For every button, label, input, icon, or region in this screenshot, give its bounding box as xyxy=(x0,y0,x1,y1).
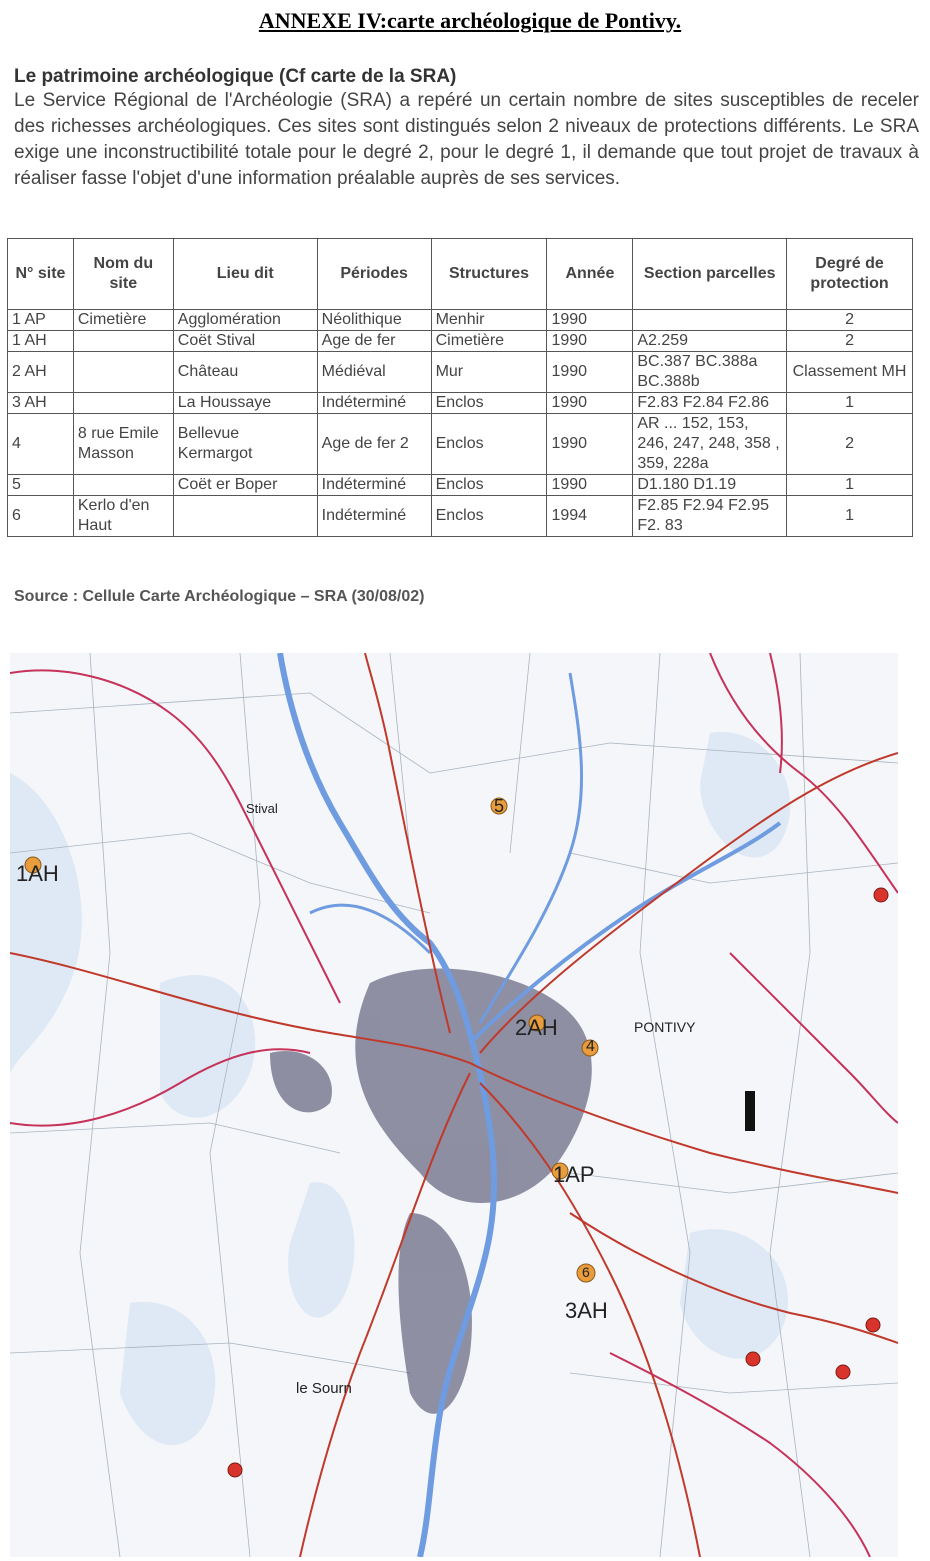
map-label-1ah: 1AH xyxy=(16,861,59,886)
cell-site-name xyxy=(73,475,173,496)
cell-site-name: 8 rue Emile Masson xyxy=(73,414,173,475)
table-row xyxy=(8,310,913,331)
cell-site-number: 3 AH xyxy=(8,393,74,414)
cell-year: 1990 xyxy=(547,352,633,393)
header-structures: Structures xyxy=(431,239,547,310)
cell-parcels: BC.387 BC.388a BC.388b xyxy=(633,352,787,393)
cell-protection: 1 xyxy=(787,475,913,496)
map-place-stival: Stival xyxy=(246,801,278,816)
cell-period: Age de fer 2 xyxy=(317,414,431,475)
header-year: Année xyxy=(547,239,633,310)
cell-site-number: 1 AH xyxy=(8,331,74,352)
cell-parcels xyxy=(633,310,787,331)
cell-parcels: AR ... 152, 153, 246, 247, 248, 358 , 359, 228a xyxy=(633,414,787,475)
cell-period: Néolithique xyxy=(317,310,431,331)
map-place-pontivy: PONTIVY xyxy=(634,1019,696,1035)
table-row xyxy=(8,496,913,537)
header-parcels: Section parcelles xyxy=(633,239,787,310)
map-marker-red xyxy=(874,888,888,902)
cell-structure: Enclos xyxy=(431,414,547,475)
cell-year: 1990 xyxy=(547,310,633,331)
cell-period: Indéterminé xyxy=(317,393,431,414)
table-row xyxy=(8,331,913,352)
map-label-1ap: 1AP xyxy=(553,1162,595,1187)
cell-lieu-dit: Coët Stival xyxy=(173,331,317,352)
cell-structure: Enclos xyxy=(431,475,547,496)
map-black-building xyxy=(745,1091,755,1131)
cell-lieu-dit: Bellevue Kermargot xyxy=(173,414,317,475)
cell-structure: Mur xyxy=(431,352,547,393)
cell-protection: 2 xyxy=(787,310,913,331)
map-place-le-sourn: le Sourn xyxy=(296,1380,352,1397)
map-canvas xyxy=(10,653,898,1557)
cell-lieu-dit: Coët er Boper xyxy=(173,475,317,496)
cell-structure: Cimetière xyxy=(431,331,547,352)
archaeological-sites-table xyxy=(7,238,913,537)
cell-period: Indéterminé xyxy=(317,475,431,496)
cell-site-number: 4 xyxy=(8,414,74,475)
cell-lieu-dit xyxy=(173,496,317,537)
cell-parcels: F2.85 F2.94 F2.95 F2. 83 xyxy=(633,496,787,537)
cell-site-name: Cimetière xyxy=(73,310,173,331)
cell-parcels: A2.259 xyxy=(633,331,787,352)
cell-protection: 1 xyxy=(787,393,913,414)
cell-parcels: D1.180 D1.19 xyxy=(633,475,787,496)
map-marker-red xyxy=(746,1352,760,1366)
header-lieu-dit: Lieu dit xyxy=(173,239,317,310)
cell-protection: 2 xyxy=(787,414,913,475)
cell-protection: 2 xyxy=(787,331,913,352)
table-row xyxy=(8,393,913,414)
cell-period: Médiéval xyxy=(317,352,431,393)
cell-year: 1994 xyxy=(547,496,633,537)
cell-year: 1990 xyxy=(547,414,633,475)
header-site-name: Nom du site xyxy=(73,239,173,310)
map-marker-red xyxy=(836,1365,850,1379)
map-label-4: 4 xyxy=(586,1038,595,1055)
cell-structure: Enclos xyxy=(431,393,547,414)
header-site-number: N° site xyxy=(8,239,74,310)
archaeological-map xyxy=(10,653,898,1557)
table-row xyxy=(8,475,913,496)
cell-site-name xyxy=(73,393,173,414)
cell-site-number: 6 xyxy=(8,496,74,537)
table-row xyxy=(8,352,913,393)
map-marker-red xyxy=(866,1318,880,1332)
cell-site-number: 2 AH xyxy=(8,352,74,393)
cell-year: 1990 xyxy=(547,331,633,352)
cell-year: 1990 xyxy=(547,475,633,496)
cell-site-name xyxy=(73,352,173,393)
header-protection: Degré de protection xyxy=(787,239,913,310)
intro-paragraph: Le Service Régional de l'Archéologie (SRA) a repéré un certain nombre de sites susceptibles de receler des richesses archéologiques. Ces sites sont distingués selon 2 niveaux de protections différents. Le SRA exige une inconstructibilité totale pour le degré 2, pour le degré 1, il demande que tout projet de travaux à réaliser fasse l'objet d'une information préalable auprès de ses services. xyxy=(14,90,919,189)
map-label-3ah: 3AH xyxy=(565,1298,608,1323)
table-source: Source : Cellule Carte Archéologique – SRA (30/08/02) xyxy=(14,588,425,605)
map-label-2ah: 2AH xyxy=(515,1015,558,1040)
header-periods: Périodes xyxy=(317,239,431,310)
section-heading: Le patrimoine archéologique (Cf carte de la SRA) xyxy=(14,66,457,87)
document-title: ANNEXE IV:carte archéologique de Pontivy. xyxy=(258,8,682,33)
table-row xyxy=(8,414,913,475)
cell-period: Age de fer xyxy=(317,331,431,352)
map-label-5: 5 xyxy=(494,796,505,816)
table-header-row xyxy=(8,239,913,310)
cell-lieu-dit: La Houssaye xyxy=(173,393,317,414)
cell-parcels: F2.83 F2.84 F2.86 xyxy=(633,393,787,414)
cell-site-number: 1 AP xyxy=(8,310,74,331)
cell-lieu-dit: Agglomération xyxy=(173,310,317,331)
cell-protection: Classement MH xyxy=(787,352,913,393)
cell-site-name xyxy=(73,331,173,352)
cell-year: 1990 xyxy=(547,393,633,414)
cell-site-number: 5 xyxy=(8,475,74,496)
cell-period: Indéterminé xyxy=(317,496,431,537)
cell-structure: Menhir xyxy=(431,310,547,331)
cell-site-name: Kerlo d'en Haut xyxy=(73,496,173,537)
cell-protection: 1 xyxy=(787,496,913,537)
map-marker-red xyxy=(228,1463,242,1477)
map-label-6: 6 xyxy=(582,1264,590,1280)
cell-structure: Enclos xyxy=(431,496,547,537)
cell-lieu-dit: Château xyxy=(173,352,317,393)
